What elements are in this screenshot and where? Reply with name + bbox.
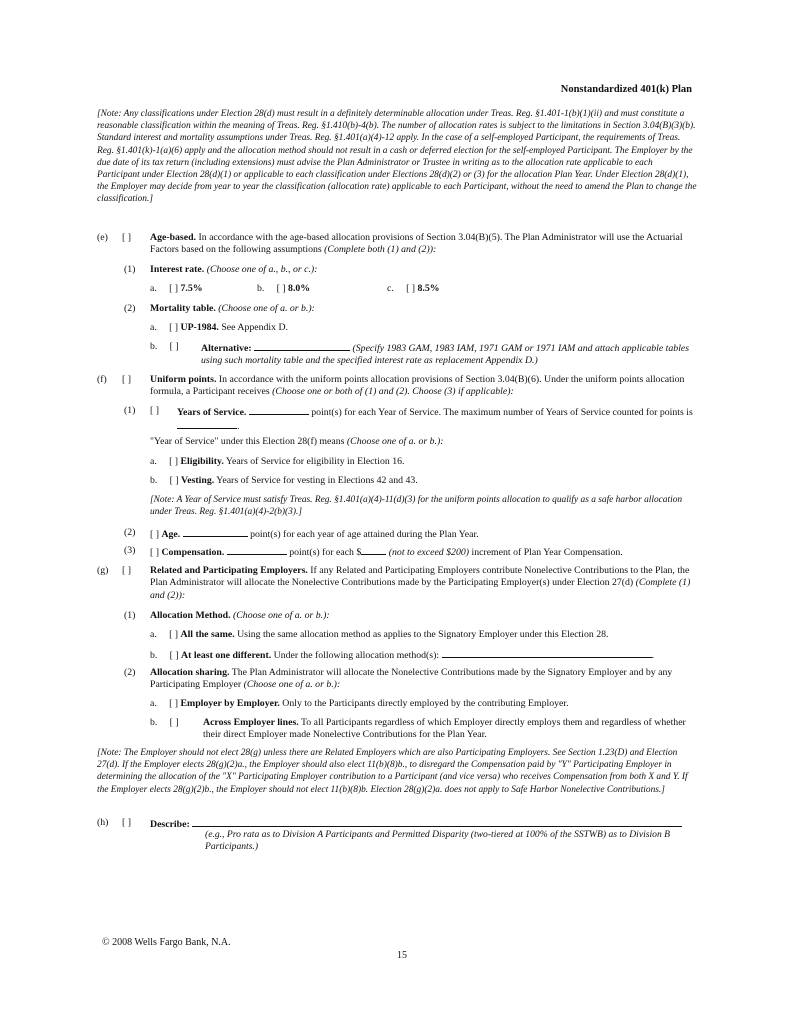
- mortality-b-checkbox[interactable]: [ ]: [169, 341, 179, 352]
- sharing-b-title: Across Employer lines.: [203, 717, 299, 728]
- mortality-b-text: [201, 341, 699, 368]
- sharing-a-title: Employer by Employer.: [180, 698, 280, 709]
- item-f-title: Uniform points.: [150, 374, 217, 385]
- item-f-text: [150, 374, 695, 399]
- interest-a-mark: a.: [150, 283, 157, 294]
- safe-harbor-note: [Note: A Year of Service must satisfy Treas. Reg. §1.401(a)(4)-11(d)(3) for the uniform points allocation to qualify as a safe harbor allocation under Treas. Reg. §1.401(a)(4)-2(b)(3).]: [150, 495, 683, 518]
- interest-a-checkbox[interactable]: [ ]: [169, 283, 179, 294]
- item-g1-mark: (1): [124, 610, 136, 621]
- yos-a-checkbox[interactable]: [ ]: [169, 456, 179, 467]
- allocation-method-field[interactable]: [442, 648, 652, 658]
- item-e-instr: (Complete both (1) and (2)):: [324, 244, 437, 256]
- item-g2-mark: (2): [124, 667, 136, 678]
- item-f1-checkbox[interactable]: [ ]: [150, 405, 159, 416]
- method-b-mark: b.: [150, 650, 158, 661]
- sharing-b-text: To all Participants regardless of which Employer directly employs them and regardless of whether their direct Employer made Nonelective Contributions for the Plan Year.: [203, 717, 686, 741]
- mortality-table-title: Mortality table.: [150, 303, 216, 314]
- compensation-text1: point(s) for each $: [289, 547, 362, 558]
- service-points-field[interactable]: [249, 405, 309, 415]
- mortality-table-instr: (Choose one of a. or b.):: [218, 303, 315, 314]
- item-e-body: In accordance with the age-based allocation provisions of Section 3.04(B)(5). The Plan Administrator will use the Actuarial Factors based on the following assumptions: [150, 232, 683, 256]
- yos-b-checkbox[interactable]: [ ]: [169, 475, 179, 486]
- method-b-title: At least one different.: [181, 650, 272, 661]
- item-g-instr: (Complete (1) and (2)):: [150, 577, 691, 601]
- increment-amount-field[interactable]: [361, 545, 386, 555]
- method-b-checkbox[interactable]: [ ]: [169, 650, 179, 661]
- method-b-text: Under the following allocation method(s):: [273, 650, 440, 661]
- item-f2-mark: (2): [124, 527, 136, 538]
- item-g-body: If any Related and Participating Employers contribute Nonelective Contributions to the Plan, the Plan Administrator will allocate the Nonelective Contributions made by the Participating Employer(s) under Election 27(d): [150, 565, 690, 589]
- related-employers-note: [Note: The Employer should not elect 28(g) unless there are Related Employers which are also Participating Employers. See Section 1.23(D) and Election 27(d). If the Employer elects 28(g)(2)a., the Employer should also elect 11(b)(8)b., to disregard the Compensation paid by "Y" Participating Employer in determining the allocation of the "X" Participating Employer contribution to a Participant (and vice versa) who receives Compensation from both X and Y. If the Employer elects 28(g)(2)b., the Employer should not elect 11(b)(8)b. Election 28(g)(2)a. does not apply to Safe Harbor Nonelective Contributions.]: [97, 748, 688, 795]
- copyright: © 2008 Wells Fargo Bank, N.A.: [102, 937, 231, 948]
- interest-c-mark: c.: [387, 283, 394, 294]
- yos-a-text: Years of Service for eligibility in Election 16.: [225, 456, 405, 467]
- mortality-a-mark: a.: [150, 322, 157, 333]
- sharing-b-mark: b.: [150, 717, 158, 728]
- document-header-title: Nonstandardized 401(k) Plan: [560, 84, 692, 95]
- sharing-b-checkbox[interactable]: [ ]: [169, 717, 179, 728]
- age-text: point(s) for each year of age attained during the Plan Year.: [250, 529, 479, 540]
- item-f-mark: (f): [97, 374, 107, 385]
- alternative-table-field[interactable]: [254, 341, 350, 351]
- compensation-title: Compensation.: [161, 547, 225, 558]
- allocation-method-instr: (Choose one of a. or b.):: [233, 610, 330, 621]
- method-a-checkbox[interactable]: [ ]: [169, 629, 179, 640]
- age-points-field[interactable]: [183, 527, 248, 537]
- interest-b-checkbox[interactable]: [ ]: [276, 283, 286, 294]
- sharing-a-text: Only to the Participants directly employed by the contributing Employer.: [282, 698, 569, 709]
- years-of-service-period: .: [237, 421, 240, 433]
- age-title: Age.: [161, 529, 181, 540]
- sharing-a-mark: a.: [150, 698, 157, 709]
- yos-b-title: Vesting.: [181, 475, 215, 486]
- document-page: Nonstandardized 401(k) Plan [Note: Any classifications under Election 28(d) must result in a definitely determinable allocation under Treas. Reg. §1.401-1(b)(1)(ii) and must constitute a reasonable classification within the meaning of Treas. Reg. §1.410(b)-4(b). The number of allocation rates is subject to the limitations in Section 3.04(B)(3)(b). Standard interest and mortality assumptions under Treas. Reg. §1.401(a)(4)-12 apply. In the case of a self-employed Participant, the requirements of Treas. Reg. §1.401(k)-1(a)(6) apply and the allocation method should not result in a cash or deferred election for the self-employed Participant. The Employer by the due date of its tax return (including extensions) must advise the Plan Administrator or Trustee in writing as to the allocation rate applicable to each Participant under Election 28(d)(1) or applicable to each classification under Elections 28(d)(2) or (3) for the allocation Plan Year. Under Election 28(d)(1), the Employer may decide from year to year the classification (allocation rate) applicable to each Participant, without the need to amend the Plan to change the classification.] (e) [ ] Age-based. In accordance with the age-based allocation provisions of Section 3.04(B)(5). The Plan Administrator will use the Actuarial Factors based on the following assumptions (Complete both (1) and (2)): (1) Interest rate. (Choose one of a., b., or c.): a. [ ] 7.5% b. [ ] 8.0% c. [ ] 8.5% (2) Mortality table. (Choose one of a. or b.): a. [ ] UP-1984. See Appendix D. b. [ ] Alternative: (Specify 1983 GAM, 1983 IAM, 1971 GAM or 1971 IAM and attach applicable tables using such mortality table and the specified interest rate as replacement Appendix D.) (f) [ ] Uniform points. In accordance with the uniform points allocation provisions of Section 3.04(B)(6). Under the uniform points allocation formula, a Participant receives (Choose one or both of (1) and (2). Choose (3) if applicable): (1) [ ] Years of Service. point(s) for each Year of Service. The maximum number of Years of Service counted for points is . "Year of Service" under this Election 28(f) means (Choose one of a. or b.): a. [ ] Eligibility. Years of Service for eligibility in Election 16. b. [ ] Vesting. Years of Service for vesting in Elections 42 and 43. [Note: A Year of Service must satisfy Treas. Reg. §1.401(a)(4)-11(d)(3) for the uniform points allocation to qualify as a safe harbor allocation under Treas. Reg. §1.401(a)(4)-2(b)(3).] (2) [ ] Age. point(s) for each year of age attained during the Plan Year. (3) [ ] Compensation. point(s) for each $ (not to exceed $200) increment of Plan Year Compensation. (g) [ ] Related and Participating Employers. If any Related and Participating Employers contribute Nonelective Contributions to the Plan, the Plan Administrator will allocate the Nonelective Contributions made by the Participating Employer(s) under Election 27(d) (Complete (1) and (2)): (1) Allocation Method. (Choose one of a. or b.): a. [ ] All the same. Using the same allocation method as applies to the Signatory Employer under this Election 28. b. [ ] At least one different. Under the following allocation method(s): . (2) Allocation sharing. The Plan Administrator will allocate the Nonelective Contributions made by the Signatory Employer and by any Participating Employer (Choose one of a. or b.): a. [ ] Employer by Employer. Only to the Participants directly employed by the contributing Employer. b. [ ] Across Employer lines. To all Participants regardless of which Employer directly employs them and regardless of whether their direct Employer made Nonelective Contributions for the Plan Year. [Note: The Employer should not elect 28(g) unless there are Related Employers which are also Participating Employers. See Section 1.23(D) and Election 27(d). If the Employer elects 28(g)(2)a., the Employer should also elect 11(b)(8)b., to disregard the Compensation paid by "Y" Participating Employer in determining the allocation of the "X" Participating Employer contribution to a Participant (and vice versa) who receives Compensation from both X and Y. If the Employer elects 28(g)(2)b., the Employer should not elect 11(b)(8)b. Election 28(g)(2)a. does not apply to Safe Harbor Nonelective Contributions.] (h) [ ] Describe: (e.g., Pro rata as to Division A Participants and Permitted Disparity (two-tiered at 100% of the SSTWB) as to Division B Participants.) © 2008 Wells Fargo Bank, N.A. 15: [0, 0, 800, 1035]
- yos-a-mark: a.: [150, 456, 157, 467]
- yos-b-text: Years of Service for vesting in Elections 42 and 43.: [216, 475, 418, 486]
- item-h-mark: (h): [97, 817, 109, 828]
- item-g-mark: (g): [97, 565, 109, 576]
- item-g-checkbox[interactable]: [ ]: [122, 565, 131, 576]
- describe-example: (e.g., Pro rata as to Division A Participants and Permitted Disparity (two-tiered at 100% of the SSTWB) as to Division B Participants.): [205, 829, 670, 853]
- item-e-checkbox[interactable]: [ ]: [122, 232, 131, 243]
- years-of-service-text: point(s) for each Year of Service. The maximum number of Years of Service counted for points is: [311, 407, 693, 418]
- yos-a-title: Eligibility.: [180, 456, 224, 467]
- allocation-sharing-instr: (Choose one of a. or b.):: [243, 679, 341, 691]
- method-a-title: All the same.: [180, 629, 235, 640]
- interest-a-value: 7.5%: [180, 283, 203, 294]
- interest-rate-instr: (Choose one of a., b., or c.):: [206, 264, 318, 275]
- item-e-title: Age-based.: [150, 232, 196, 243]
- allocation-sharing-title: Allocation sharing.: [150, 667, 230, 678]
- yos-b-mark: b.: [150, 475, 158, 486]
- classification-note: [Note: Any classifications under Election 28(d) must result in a definitely determinable allocation under Treas. Reg. §1.401-1(b)(1)(ii) and must constitute a reasonable classification within the meaning of Treas. Reg. §1.410(b)-4(b). The number of allocation rates is subject to the limitations in Section 3.04(B)(3)(b). Standard interest and mortality assumptions under Treas. Reg. §1.401(a)(4)-12 apply. In the case of a self-employed Participant, the requirements of Treas. Reg. §1.401(k)-1(a)(6) apply and the allocation method should not result in a cash or deferred election for the self-employed Participant. The Employer by the due date of its tax return (including extensions) must advise the Plan Administrator or Trustee in writing as to the allocation rate applicable to each Participant under Election 28(d)(1) or applicable to each classification under Elections 28(d)(2) or (3) for the allocation Plan Year. Under Election 28(d)(1), the Employer may decide from year to year the classification (allocation rate) applicable to each Participant, without the need to amend the Plan to change the classification.]: [97, 109, 697, 205]
- item-f2-checkbox[interactable]: [ ]: [150, 529, 159, 540]
- sharing-a-checkbox[interactable]: [ ]: [169, 698, 179, 709]
- item-f-body: In accordance with the uniform points allocation provisions of Section 3.04(B)(6). Under the uniform points allocation formula, a Participant receives: [150, 374, 685, 398]
- interest-rate-title: Interest rate.: [150, 264, 205, 275]
- item-g-title: Related and Participating Employers.: [150, 565, 308, 576]
- item-e1-mark: (1): [124, 264, 136, 275]
- mortality-b-title: Alternative:: [201, 343, 252, 354]
- page-number: 15: [397, 950, 407, 961]
- item-f-checkbox[interactable]: [ ]: [122, 374, 131, 385]
- years-of-service-title: Years of Service.: [177, 407, 247, 418]
- item-e2-mark: (2): [124, 303, 136, 314]
- interest-c-value: 8.5%: [417, 283, 440, 294]
- item-g-text: [150, 565, 695, 602]
- item-f1-mark: (1): [124, 405, 136, 416]
- method-a-text: Using the same allocation method as applies to the Signatory Employer under this Election 28.: [237, 629, 609, 640]
- describe-title: Describe:: [150, 819, 190, 830]
- describe-field[interactable]: [192, 817, 682, 827]
- allocation-sharing-text: The Plan Administrator will allocate the Nonelective Contributions made by the Signatory Employer and by any Participating Employer: [150, 667, 673, 691]
- compensation-points-field[interactable]: [227, 545, 287, 555]
- mortality-a-title: UP-1984.: [180, 322, 219, 333]
- item-e-text: [150, 232, 695, 257]
- item-f3-checkbox[interactable]: [ ]: [150, 547, 159, 558]
- yos-definition-instr: (Choose one of a. or b.):: [346, 436, 444, 447]
- mortality-b-instr: (Specify 1983 GAM, 1983 IAM, 1971 GAM or 1971 IAM and attach applicable tables using such mortality table and the specified interest rate as replacement Appendix D.): [201, 343, 690, 367]
- mortality-b-mark: b.: [150, 341, 158, 352]
- item-f-instr: (Choose one or both of (1) and (2). Choose (3) if applicable):: [272, 386, 514, 398]
- item-f1-text: [177, 405, 697, 434]
- item-g2-text: [150, 667, 695, 692]
- yos-definition-text: "Year of Service" under this Election 28(f) means: [150, 436, 345, 447]
- max-years-field[interactable]: [177, 419, 237, 429]
- method-a-mark: a.: [150, 629, 157, 640]
- mortality-a-text: See Appendix D.: [221, 322, 288, 333]
- interest-b-mark: b.: [257, 283, 265, 294]
- mortality-a-checkbox[interactable]: [ ]: [169, 322, 179, 333]
- item-f3-mark: (3): [124, 545, 136, 556]
- interest-c-checkbox[interactable]: [ ]: [406, 283, 416, 294]
- item-e-mark: (e): [97, 232, 108, 243]
- interest-b-value: 8.0%: [288, 283, 311, 294]
- sharing-b-text-block: [203, 717, 698, 742]
- allocation-method-title: Allocation Method.: [150, 610, 231, 621]
- compensation-instr: (not to exceed $200): [388, 547, 470, 558]
- compensation-text2: increment of Plan Year Compensation.: [471, 547, 623, 558]
- item-h-checkbox[interactable]: [ ]: [122, 817, 131, 828]
